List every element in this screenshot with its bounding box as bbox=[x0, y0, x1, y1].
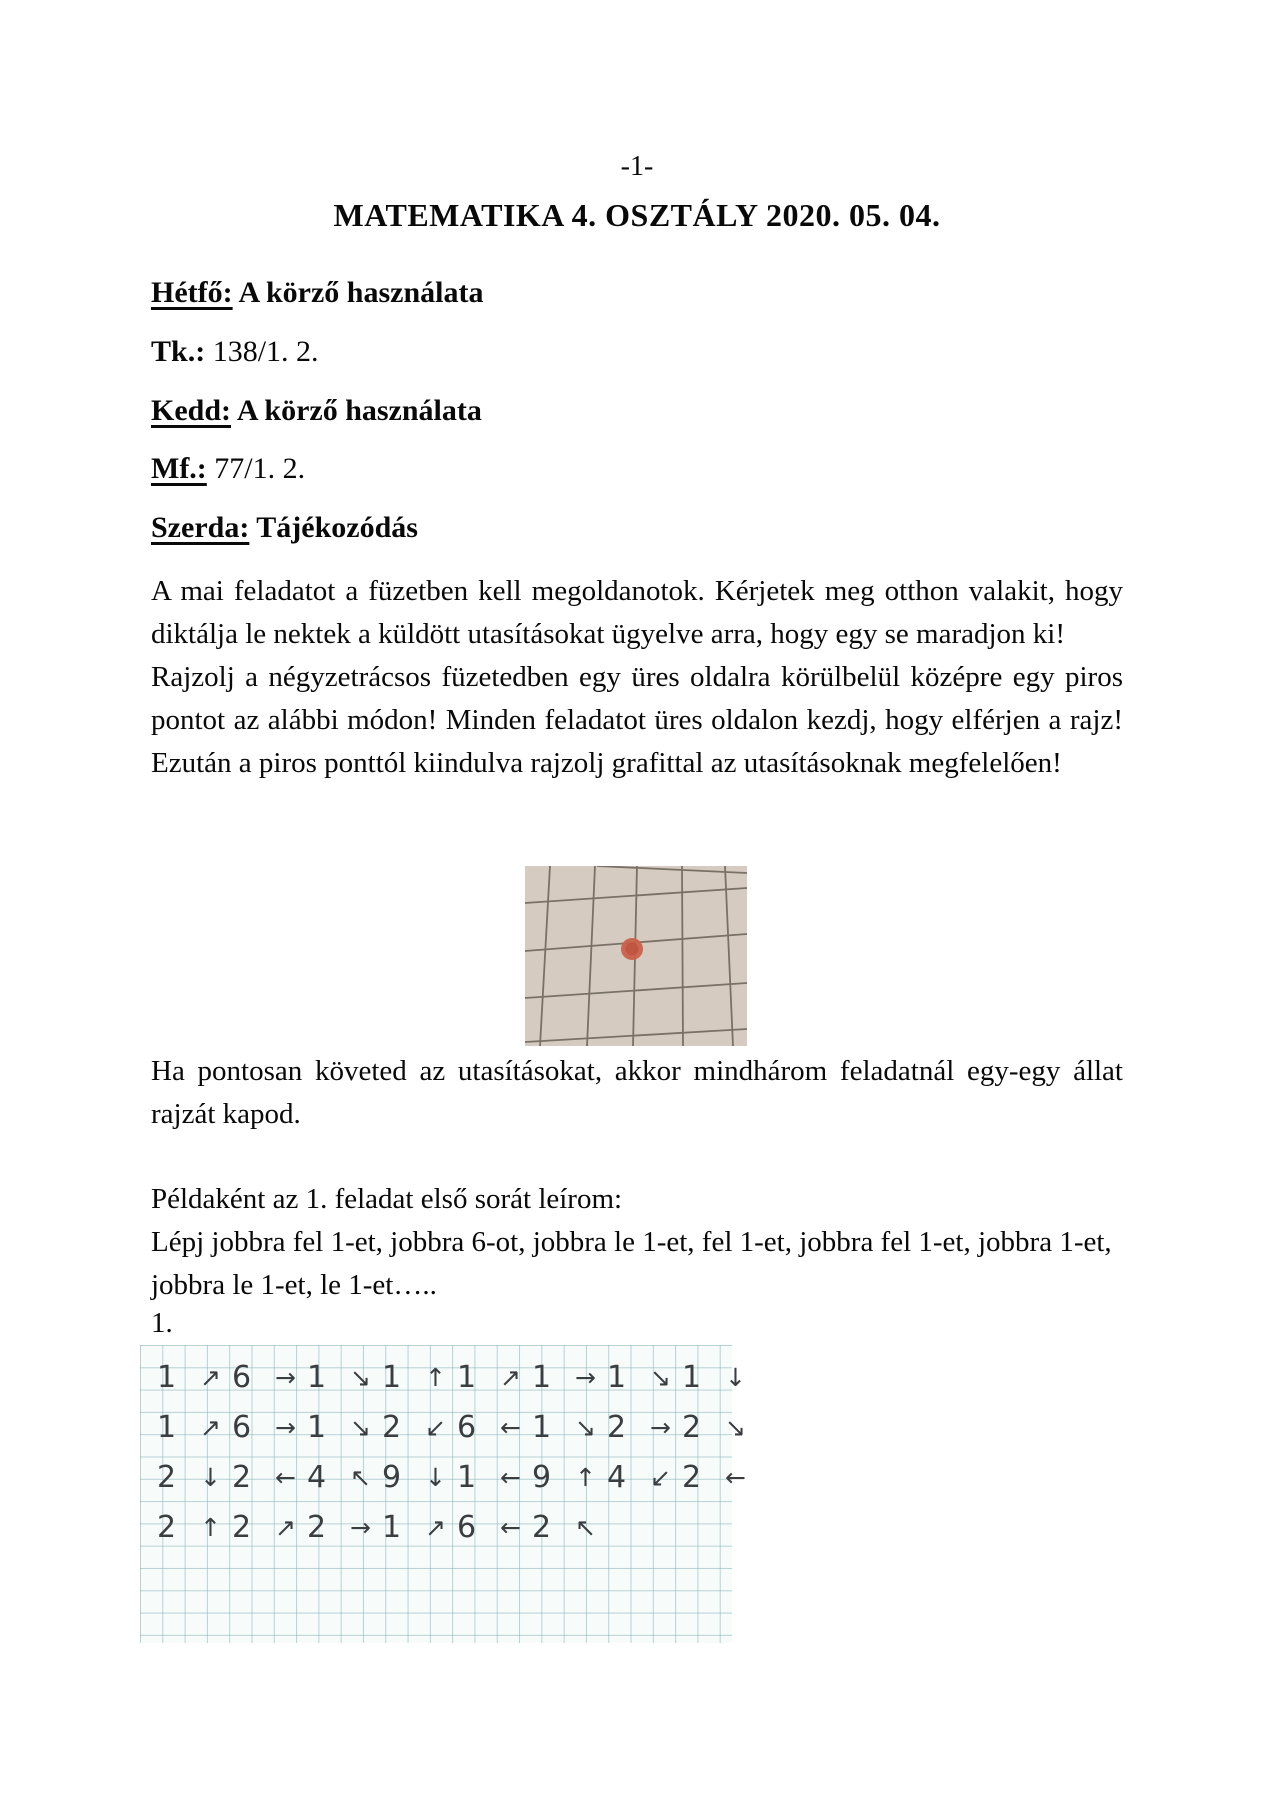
paragraph-intro: A mai feladatot a füzetben kell megoldanotok. Kérjetek meg otthon valakit, hogy diktálja le nektek a küldött utasításokat ügyelve arra, hogy egy se maradjon ki! bbox=[151, 575, 1123, 650]
direction-arrow-icon: ↗ bbox=[200, 1363, 221, 1392]
direction-arrow-icon: ↘ bbox=[350, 1363, 371, 1392]
instruction-pair bbox=[232, 1360, 298, 1396]
instruction-pair bbox=[457, 1410, 523, 1446]
step-count: 1 bbox=[607, 1360, 627, 1395]
example-block bbox=[151, 1178, 1123, 1307]
schedule-line-wednesday bbox=[151, 510, 1123, 546]
step-count: 6 bbox=[457, 1510, 477, 1545]
schedule-label-tuesday: Kedd: bbox=[151, 394, 232, 427]
instruction-pair bbox=[307, 1510, 373, 1546]
step-count: 1 bbox=[532, 1410, 552, 1445]
direction-arrow-icon: ← bbox=[275, 1463, 296, 1492]
direction-arrow-icon: → bbox=[350, 1513, 371, 1542]
direction-arrow-icon: ↑ bbox=[575, 1463, 596, 1492]
instruction-pair bbox=[307, 1360, 373, 1396]
step-count: 1 bbox=[157, 1410, 177, 1445]
schedule-value-wednesday: Tájékozódás bbox=[256, 511, 418, 544]
instruction-pair bbox=[382, 1510, 448, 1546]
step-count: 2 bbox=[532, 1510, 552, 1545]
schedule-line-monday bbox=[151, 275, 1123, 311]
instruction-pair bbox=[682, 1360, 748, 1396]
direction-arrow-icon: ↓ bbox=[200, 1463, 221, 1492]
direction-arrow-icon: ↗ bbox=[200, 1413, 221, 1442]
direction-arrow-icon: ← bbox=[500, 1513, 521, 1542]
schedule-label-tk: Tk.: bbox=[151, 335, 206, 368]
step-count: 2 bbox=[307, 1510, 327, 1545]
step-count: 1 bbox=[307, 1360, 327, 1395]
schedule-label-monday: Hétfő: bbox=[151, 276, 233, 309]
instruction-pair bbox=[157, 1410, 223, 1446]
schedule-line-tuesday bbox=[151, 393, 1123, 429]
step-count: 4 bbox=[307, 1460, 327, 1495]
step-count: 2 bbox=[382, 1410, 402, 1445]
instruction-pair bbox=[532, 1360, 598, 1396]
step-count: 1 bbox=[157, 1360, 177, 1395]
schedule-line-mf bbox=[151, 451, 1123, 487]
instruction-pair bbox=[382, 1460, 448, 1496]
step-count: 1 bbox=[382, 1510, 402, 1545]
paragraph-animal-note: Ha pontosan követed az utasításokat, akkor mindhárom feladatnál egy-egy állat rajzát kapod. bbox=[151, 1055, 1123, 1130]
instruction-pair bbox=[382, 1410, 448, 1446]
instruction-pair bbox=[307, 1460, 373, 1496]
schedule-value-tuesday: A körző használata bbox=[236, 394, 482, 427]
step-count: 2 bbox=[157, 1510, 177, 1545]
direction-arrow-icon: → bbox=[275, 1413, 296, 1442]
page-number: -1- bbox=[620, 151, 654, 182]
direction-arrow-icon: ↘ bbox=[650, 1363, 671, 1392]
schedule-label-mf: Mf.: bbox=[151, 452, 207, 485]
instruction-grid bbox=[140, 1345, 746, 1643]
task-number-label: 1. bbox=[151, 1307, 173, 1339]
step-count: 1 bbox=[457, 1360, 477, 1395]
paragraph-draw-instructions: Rajzolj a négyzetrácsos füzetedben egy üres oldalra körülbelül középre egy piros pontot az alábbi módon! Minden feladatot üres oldalon kezdj, hogy elférjen a rajz! Ezután a piros ponttól kiindulva rajzolj grafittal az utasításoknak megfelelően! bbox=[151, 661, 1123, 779]
instruction-pair bbox=[607, 1360, 673, 1396]
example-photo bbox=[525, 866, 747, 1046]
direction-arrow-icon: ↖ bbox=[350, 1463, 371, 1492]
step-count: 1 bbox=[532, 1360, 552, 1395]
instruction-pair bbox=[532, 1510, 598, 1546]
step-count: 6 bbox=[232, 1410, 252, 1445]
direction-arrow-icon: ↙ bbox=[425, 1413, 446, 1442]
instruction-pair bbox=[457, 1510, 523, 1546]
instruction-pair bbox=[607, 1410, 673, 1446]
step-count: 2 bbox=[232, 1510, 252, 1545]
direction-arrow-icon: ↗ bbox=[275, 1513, 296, 1542]
instruction-pair bbox=[382, 1360, 448, 1396]
direction-arrow-icon: ↘ bbox=[350, 1413, 371, 1442]
intro-paragraphs bbox=[151, 570, 1123, 785]
instruction-pair bbox=[532, 1410, 598, 1446]
example-photo-figure bbox=[525, 866, 747, 1046]
instruction-pair bbox=[232, 1460, 298, 1496]
direction-arrow-icon: ↖ bbox=[575, 1513, 596, 1542]
direction-arrow-icon: ← bbox=[500, 1413, 521, 1442]
schedule-value-monday: A körző használata bbox=[238, 276, 484, 309]
step-count: 1 bbox=[682, 1360, 702, 1395]
step-count: 1 bbox=[307, 1410, 327, 1445]
direction-arrow-icon: ← bbox=[725, 1463, 746, 1492]
instruction-pair bbox=[682, 1410, 748, 1446]
direction-arrow-icon: ← bbox=[500, 1463, 521, 1492]
step-count: 2 bbox=[682, 1460, 702, 1495]
step-count: 6 bbox=[457, 1410, 477, 1445]
step-count: 9 bbox=[382, 1460, 402, 1495]
paragraph-example-intro: Példaként az 1. feladat első sorát leírom: bbox=[151, 1183, 623, 1215]
direction-arrow-icon: ↙ bbox=[650, 1463, 671, 1492]
instruction-pair bbox=[457, 1460, 523, 1496]
schedule-value-mf: 77/1. 2. bbox=[214, 452, 306, 485]
schedule-value-tk: 138/1. 2. bbox=[212, 335, 319, 368]
step-count: 6 bbox=[232, 1360, 252, 1395]
instruction-pair bbox=[607, 1460, 673, 1496]
paragraph-example-line: Lépj jobbra fel 1-et, jobbra 6-ot, jobbra le 1-et, fel 1-et, jobbra fel 1-et, jobbra 1-et, jobbra le 1-et, le 1-et….. bbox=[151, 1226, 1112, 1301]
step-count: 4 bbox=[607, 1460, 627, 1495]
direction-arrow-icon: ↓ bbox=[725, 1363, 746, 1392]
instruction-pair bbox=[232, 1410, 298, 1446]
instruction-pair bbox=[157, 1460, 223, 1496]
step-count: 1 bbox=[457, 1460, 477, 1495]
direction-arrow-icon: → bbox=[650, 1413, 671, 1442]
document-title: MATEMATIKA 4. OSZTÁLY 2020. 05. 04. bbox=[333, 197, 941, 233]
schedule-label-wednesday: Szerda: bbox=[151, 511, 250, 544]
direction-arrow-icon: ↘ bbox=[725, 1413, 746, 1442]
instruction-pair bbox=[457, 1360, 523, 1396]
step-count: 2 bbox=[157, 1460, 177, 1495]
direction-arrow-icon: ↑ bbox=[425, 1363, 446, 1392]
instruction-pair bbox=[157, 1360, 223, 1396]
direction-arrow-icon: → bbox=[575, 1363, 596, 1392]
direction-arrow-icon: ↓ bbox=[425, 1463, 446, 1492]
instruction-pair bbox=[157, 1510, 223, 1546]
step-count: 9 bbox=[532, 1460, 552, 1495]
step-count: 2 bbox=[682, 1410, 702, 1445]
direction-arrow-icon: ↗ bbox=[500, 1363, 521, 1392]
schedule-line-tk bbox=[151, 334, 1123, 370]
instruction-pair bbox=[307, 1410, 373, 1446]
red-dot-core bbox=[626, 943, 639, 956]
instruction-pair bbox=[682, 1460, 748, 1496]
step-count: 2 bbox=[232, 1460, 252, 1495]
direction-arrow-icon: → bbox=[275, 1363, 296, 1392]
instruction-pair bbox=[532, 1460, 598, 1496]
step-count: 1 bbox=[382, 1360, 402, 1395]
direction-arrow-icon: ↗ bbox=[425, 1513, 446, 1542]
direction-arrow-icon: ↘ bbox=[575, 1413, 596, 1442]
direction-arrow-icon: ↑ bbox=[200, 1513, 221, 1542]
instruction-pair bbox=[232, 1510, 298, 1546]
step-count: 2 bbox=[607, 1410, 627, 1445]
